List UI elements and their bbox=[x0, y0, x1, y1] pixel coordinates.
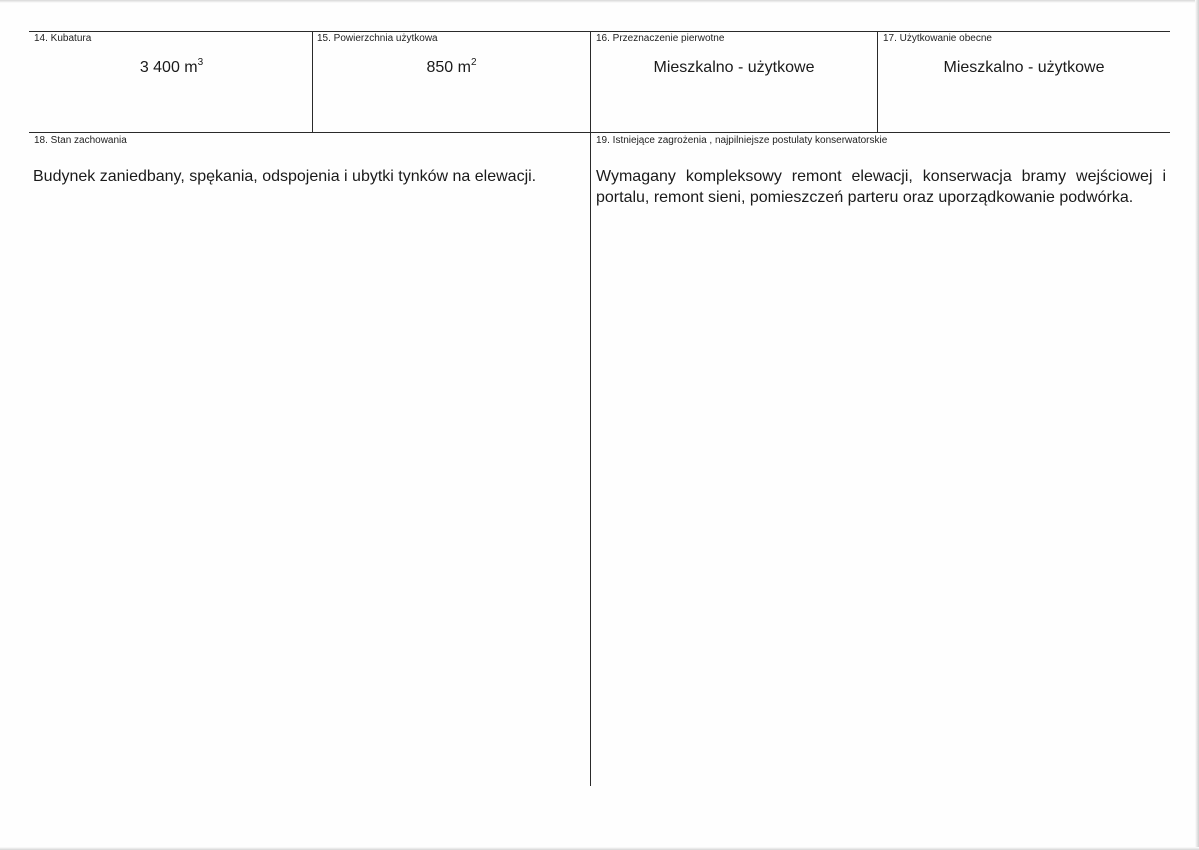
stan-zachowania-text: Budynek zaniedbany, spękania, odspojenia i ubytki tynków na elewacji. bbox=[33, 168, 537, 185]
powierzchnia-value-text: 850 m bbox=[426, 59, 471, 76]
kubatura-unit-exponent: 3 bbox=[197, 57, 204, 68]
przeznaczenie-label: 16. Przeznaczenie pierwotne bbox=[596, 33, 725, 44]
col-divider-main bbox=[590, 31, 591, 786]
zagrozenia-text: Wymagany kompleksowy remont elewacji, konserwacja bramy wejściowej i portalu, remont sieni, pomieszczeń parteru oraz uporządkowanie podwórka. bbox=[596, 168, 1166, 206]
row-divider bbox=[29, 132, 1170, 133]
powierzchnia-unit-exponent: 2 bbox=[470, 57, 477, 68]
zagrozenia-label: 19. Istniejące zagrożenia , najpilniejsze postulaty konserwatorskie bbox=[596, 135, 888, 146]
przeznaczenie-value: Mieszkalno - użytkowe bbox=[653, 59, 815, 76]
powierzchnia-value bbox=[313, 58, 590, 78]
col-divider-16-17 bbox=[877, 31, 878, 132]
col-divider-14-15 bbox=[312, 31, 313, 132]
stan-zachowania-label: 18. Stan zachowania bbox=[34, 135, 127, 146]
uzytkowanie-value: Mieszkalno - użytkowe bbox=[943, 59, 1105, 76]
uzytkowanie-label: 17. Użytkowanie obecne bbox=[883, 33, 992, 44]
table-top-border bbox=[29, 31, 1170, 32]
powierzchnia-label: 15. Powierzchnia użytkowa bbox=[317, 33, 438, 44]
scan-edge-top bbox=[0, 0, 1199, 3]
kubatura-value bbox=[31, 58, 312, 78]
kubatura-label: 14. Kubatura bbox=[34, 33, 92, 44]
kubatura-value-text: 3 400 m bbox=[139, 59, 198, 76]
scan-edge-right bbox=[1195, 0, 1199, 850]
